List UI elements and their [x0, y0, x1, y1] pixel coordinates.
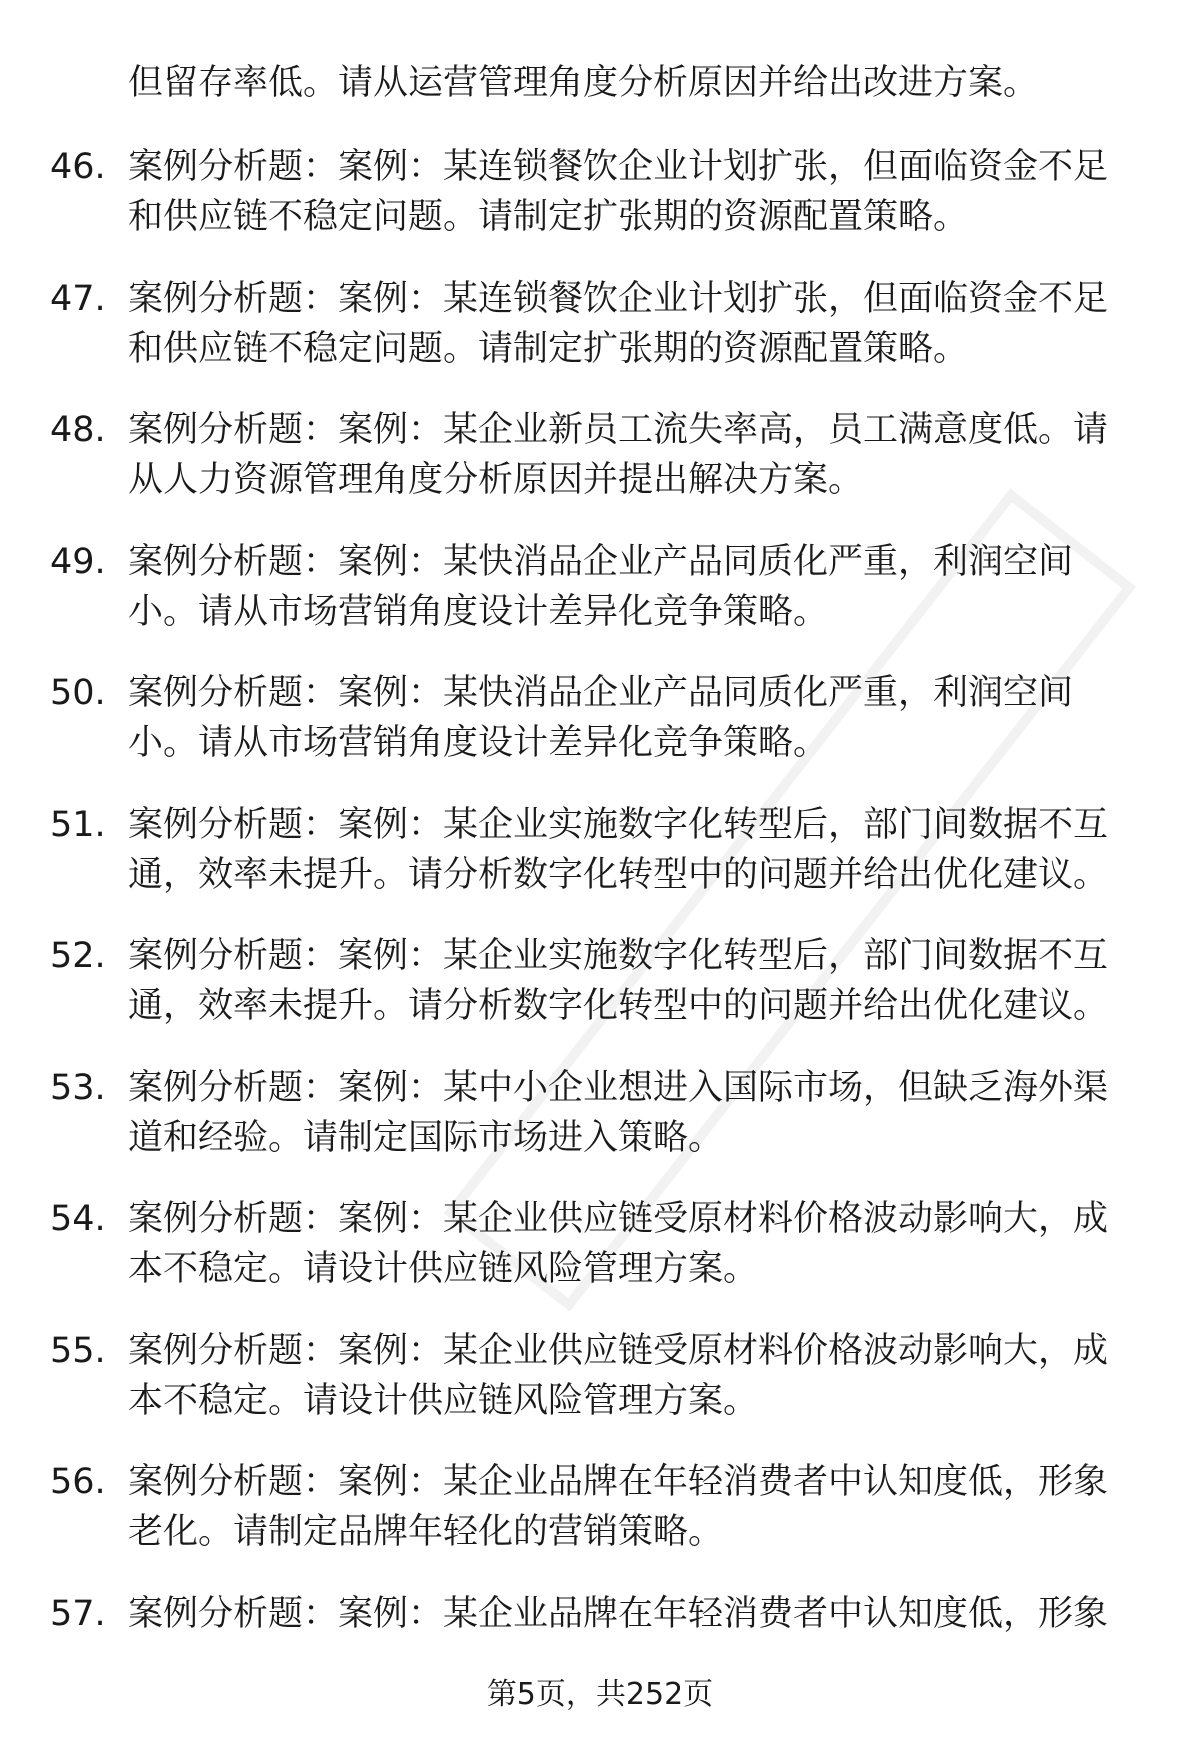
question-text-line: 案例分析题：案例：某企业供应链受原材料价格波动影响大，成	[128, 1330, 1109, 1371]
question-text-line: 案例分析题：案例：某快消品企业产品同质化严重，利润空间	[128, 673, 1074, 713]
question-text-line: 道和经验。请制定国际市场进入策略。	[128, 1117, 724, 1158]
question-number: 53.	[50, 1067, 106, 1108]
question-text-line: 案例分析题：案例：某企业品牌在年轻消费者中认知度低，形象	[128, 1462, 1109, 1502]
question-text-line: 案例分析题：案例：某企业实施数字化转型后，部门间数据不互	[128, 804, 1109, 845]
question-number: 46.	[50, 147, 106, 187]
question-number: 52.	[50, 936, 106, 976]
question-number: 54.	[50, 1199, 106, 1239]
question-text-line: 和供应链不稳定问题。请制定扩张期的资源配置策略。	[128, 197, 969, 237]
question-text-line: 从人力资源管理角度分析原因并提出解决方案。	[128, 460, 864, 500]
question-text-line: 本不稳定。请设计供应链风险管理方案。	[128, 1380, 759, 1421]
continuation-text: 但留存率低。请从运营管理角度分析原因并给出改进方案。	[128, 63, 1039, 103]
question-number: 56.	[50, 1462, 106, 1502]
question-number: 50.	[50, 673, 106, 713]
question-text-line: 案例分析题：案例：某中小企业想进入国际市场，但缺乏海外渠	[128, 1067, 1109, 1108]
question-text-line: 案例分析题：案例：某企业品牌在年轻消费者中认知度低，形象	[128, 1593, 1109, 1634]
question-text-line: 通，效率未提升。请分析数字化转型中的问题并给出优化建议。	[128, 986, 1109, 1026]
question-text-line: 案例分析题：案例：某连锁餐饮企业计划扩张，但面临资金不足	[128, 278, 1109, 319]
page-footer: 第5页，共252页	[486, 1677, 714, 1712]
question-number: 48.	[50, 410, 106, 450]
question-number: 51.	[50, 804, 106, 845]
question-text-line: 案例分析题：案例：某快消品企业产品同质化严重，利润空间	[128, 541, 1074, 582]
question-text-line: 案例分析题：案例：某企业实施数字化转型后，部门间数据不互	[128, 936, 1109, 976]
question-number: 55.	[50, 1330, 106, 1371]
question-text-line: 案例分析题：案例：某企业供应链受原材料价格波动影响大，成	[128, 1199, 1109, 1239]
question-number: 49.	[50, 541, 106, 582]
question-text-line: 本不稳定。请设计供应链风险管理方案。	[128, 1249, 759, 1289]
question-text-line: 案例分析题：案例：某连锁餐饮企业计划扩张，但面临资金不足	[128, 147, 1109, 187]
question-text-line: 通，效率未提升。请分析数字化转型中的问题并给出优化建议。	[128, 854, 1109, 895]
question-text-line: 小。请从市场营销角度设计差异化竞争策略。	[128, 723, 829, 763]
question-text-line: 和供应链不稳定问题。请制定扩张期的资源配置策略。	[128, 328, 969, 369]
question-number: 47.	[50, 278, 106, 319]
question-text-line: 老化。请制定品牌年轻化的营销策略。	[128, 1512, 724, 1552]
question-text-line: 案例分析题：案例：某企业新员工流失率高，员工满意度低。请	[128, 410, 1109, 450]
question-number: 57.	[50, 1593, 106, 1634]
question-text-line: 小。请从市场营销角度设计差异化竞争策略。	[128, 591, 829, 632]
